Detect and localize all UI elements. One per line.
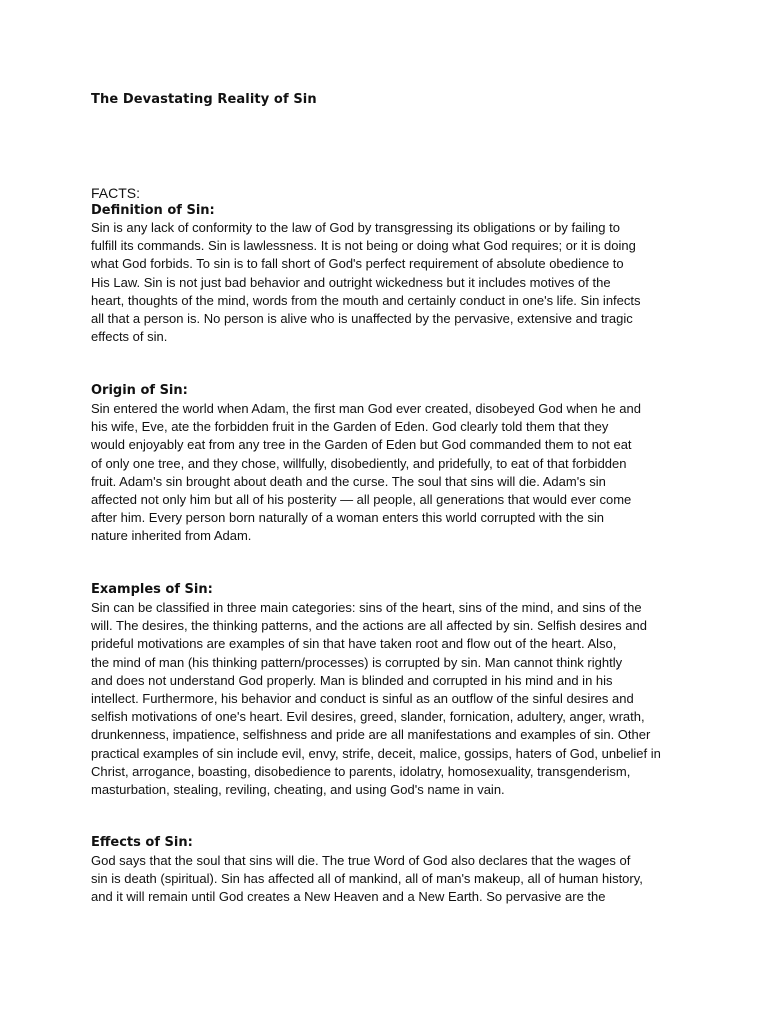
paragraph-line: fruit. Adam's sin brought about death and the curse. The soul that sins will die. Adam's sin	[91, 473, 606, 489]
paragraph-line: nature inherited from Adam.	[91, 528, 252, 544]
section-body-effects	[91, 852, 691, 907]
section-heading-definition: Definition of Sin:	[91, 203, 215, 218]
paragraph-line: heart, thoughts of the mind, words from the mouth and certainly conduct in one's life. Sin infects	[91, 292, 641, 308]
section-body-origin	[91, 400, 691, 546]
paragraph-line: his wife, Eve, ate the forbidden fruit in the Garden of Eden. God clearly told them that they	[91, 419, 609, 435]
paragraph-line: selfish motivations of one's heart. Evil desires, greed, slander, fornication, adultery, anger, wrath,	[91, 709, 645, 725]
paragraph-line: Sin can be classified in three main categories: sins of the heart, sins of the mind, and sins of the	[91, 600, 642, 615]
section-heading-examples: Examples of Sin:	[91, 582, 213, 597]
paragraph-line: Sin is any lack of conformity to the law of God by transgressing its obligations or by failing to	[91, 220, 620, 235]
paragraph-line: and it will remain until God creates a New Heaven and a New Earth. So pervasive are the	[91, 889, 606, 905]
document-title: The Devastating Reality of Sin	[91, 92, 317, 107]
paragraph-line: masturbation, stealing, reviling, cheating, and using God's name in vain.	[91, 782, 505, 798]
paragraph-line: God says that the soul that sins will die. The true Word of God also declares that the wages of	[91, 853, 631, 868]
paragraph-line: would enjoyably eat from any tree in the Garden of Eden but God commanded them to not eat	[91, 437, 632, 453]
paragraph-line: Christ, arrogance, boasting, disobedience to parents, idolatry, homosexuality, transgenderism,	[91, 763, 631, 779]
paragraph-line: affected not only him but all of his posterity — all people, all generations that would ever come	[91, 492, 632, 508]
paragraph-line: sin is death (spiritual). Sin has affected all of mankind, all of man's makeup, all of human history,	[91, 871, 643, 887]
facts-label: FACTS:	[91, 185, 141, 201]
paragraph-line: fulfill its commands. Sin is lawlessness. It is not being or doing what God requires; or it is doing	[91, 238, 636, 254]
section-body-examples	[91, 599, 691, 799]
paragraph-line: Sin entered the world when Adam, the first man God ever created, disobeyed God when he and	[91, 401, 641, 416]
paragraph-line: all that a person is. No person is alive who is unaffected by the pervasive, extensive and tragic	[91, 311, 633, 327]
paragraph-line: intellect. Furthermore, his behavior and conduct is sinful as an outflow of the sinful desires and	[91, 691, 634, 707]
paragraph-line: effects of sin.	[91, 329, 168, 345]
paragraph-line: practical examples of sin include evil, envy, strife, deceit, malice, gossips, haters of God, unbelief in	[91, 745, 661, 761]
paragraph-line: His Law. Sin is not just bad behavior and outright wickedness but it includes motives of the	[91, 274, 611, 290]
paragraph-line: of only one tree, and they chose, willfully, disobediently, and pridefully, to eat of that forbidden	[91, 455, 627, 471]
paragraph-line: what God forbids. To sin is to fall short of God's perfect requirement of absolute obedience to	[91, 256, 624, 272]
paragraph-line: after him. Every person born naturally of a woman enters this world corrupted with the sin	[91, 510, 605, 526]
paragraph-line: the mind of man (his thinking pattern/processes) is corrupted by sin. Man cannot think rightly	[91, 654, 623, 670]
paragraph-line: drunkenness, impatience, selfishness and pride are all manifestations and examples of sin. Other	[91, 727, 651, 743]
section-heading-effects: Effects of Sin:	[91, 835, 193, 850]
section-heading-origin: Origin of Sin:	[91, 383, 188, 398]
section-body-definition	[91, 219, 691, 346]
paragraph-line: will. The desires, the thinking patterns, and the actions are all affected by sin. Selfish desires and	[91, 618, 647, 634]
paragraph-line: and does not understand God properly. Man is blinded and corrupted in his mind and in his	[91, 672, 613, 688]
paragraph-line: prideful motivations are examples of sin that have taken root and flow out of the heart. Also,	[91, 636, 617, 652]
